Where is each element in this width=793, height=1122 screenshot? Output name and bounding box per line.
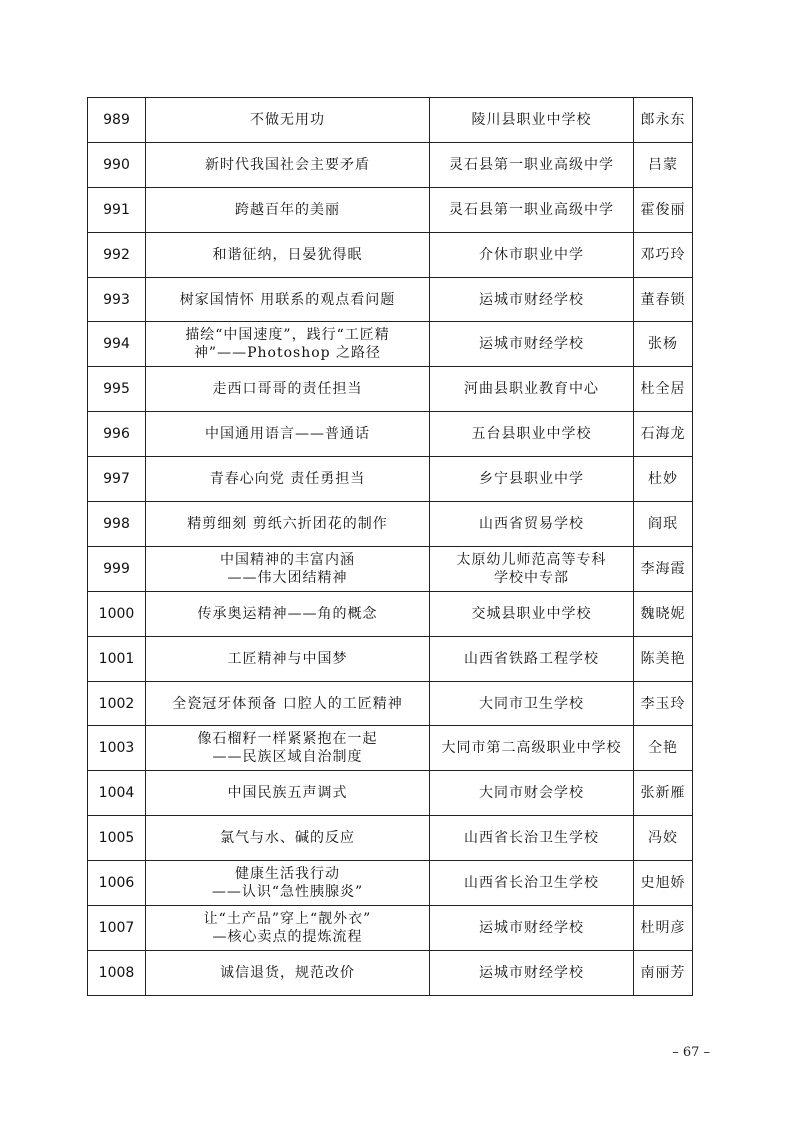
entry-title bbox=[146, 726, 430, 771]
entry-title bbox=[146, 232, 430, 277]
entry-title-line: 中国通用语言——普通话 bbox=[205, 426, 370, 443]
entry-title bbox=[146, 457, 430, 502]
entry-school bbox=[430, 457, 634, 502]
entry-author: 杜明彦 bbox=[634, 906, 693, 951]
entry-title bbox=[146, 277, 430, 322]
entry-title bbox=[146, 412, 430, 457]
entry-title-line: 中国精神的丰富内涵 bbox=[220, 551, 355, 568]
entry-school-line: 山西省铁路工程学校 bbox=[464, 650, 599, 667]
entry-school bbox=[430, 98, 634, 143]
table-row bbox=[88, 681, 693, 726]
entry-school-line: 陵川县职业中学校 bbox=[471, 111, 592, 128]
entry-number: 1006 bbox=[88, 861, 146, 906]
entry-author: 张新雁 bbox=[634, 771, 693, 816]
entry-number: 1003 bbox=[88, 726, 146, 771]
entry-school-line: 介休市职业中学 bbox=[479, 246, 584, 263]
table-row bbox=[88, 322, 693, 367]
entry-author: 阎珉 bbox=[634, 502, 693, 547]
entry-title-line: 像石榴籽一样紧紧抱在一起 bbox=[197, 731, 378, 748]
entry-school bbox=[430, 502, 634, 547]
entry-school bbox=[430, 906, 634, 951]
entry-number: 1000 bbox=[88, 591, 146, 636]
award-list-table bbox=[87, 97, 693, 996]
entry-number: 1005 bbox=[88, 816, 146, 861]
entry-title-line: 树家国情怀 用联系的观点看问题 bbox=[179, 291, 396, 308]
entry-school bbox=[430, 636, 634, 681]
table-row bbox=[88, 636, 693, 681]
entry-school bbox=[430, 142, 634, 187]
entry-title bbox=[146, 636, 430, 681]
entry-title bbox=[146, 950, 430, 995]
entry-author: 李玉玲 bbox=[634, 681, 693, 726]
entry-school bbox=[430, 681, 634, 726]
entry-number: 990 bbox=[88, 142, 146, 187]
entry-title-line: 跨越百年的美丽 bbox=[235, 201, 340, 218]
entry-title-line: 让“土产品”穿上“靓外衣” bbox=[203, 910, 372, 927]
table-row bbox=[88, 726, 693, 771]
entry-author: 李海霞 bbox=[634, 546, 693, 591]
entry-author: 霍俊丽 bbox=[634, 187, 693, 232]
entry-school-line: 运城市财经学校 bbox=[479, 919, 584, 936]
entry-title bbox=[146, 681, 430, 726]
table-row bbox=[88, 412, 693, 457]
entry-school-line: 大同市财会学校 bbox=[479, 785, 584, 802]
entry-title-line: 诚信退货，规范改价 bbox=[220, 964, 355, 981]
entry-school bbox=[430, 950, 634, 995]
table-row bbox=[88, 771, 693, 816]
table-row bbox=[88, 367, 693, 412]
entry-school-line: 山西省长治卫生学校 bbox=[464, 875, 599, 892]
entry-title bbox=[146, 861, 430, 906]
entry-author: 邓巧玲 bbox=[634, 232, 693, 277]
entry-author: 南丽芳 bbox=[634, 950, 693, 995]
entry-author: 史旭娇 bbox=[634, 861, 693, 906]
entry-school-line: 河曲县职业教育中心 bbox=[464, 381, 599, 398]
entry-title-line: 传承奥运精神——角的概念 bbox=[197, 605, 378, 622]
entry-title-line: 健康生活我行动 bbox=[235, 866, 340, 883]
entry-school bbox=[430, 861, 634, 906]
entry-school-line: 灵石县第一职业高级中学 bbox=[449, 156, 614, 173]
entry-author: 张杨 bbox=[634, 322, 693, 367]
entry-school-line: 灵石县第一职业高级中学 bbox=[449, 201, 614, 218]
entry-title-line: 氯气与水、碱的反应 bbox=[220, 830, 355, 847]
entry-title-line: ——认识“急性胰腺炎” bbox=[211, 884, 364, 901]
entry-school-line: 交城县职业中学校 bbox=[471, 605, 592, 622]
entry-school-line: 运城市财经学校 bbox=[479, 964, 584, 981]
table-row bbox=[88, 142, 693, 187]
entry-title bbox=[146, 771, 430, 816]
entry-title-line: ——民族区域自治制度 bbox=[212, 749, 363, 766]
entry-school-line: 五台县职业中学校 bbox=[471, 426, 592, 443]
entry-school-line: 山西省贸易学校 bbox=[479, 515, 584, 532]
entry-school-line: 运城市财经学校 bbox=[479, 291, 584, 308]
entry-school bbox=[430, 726, 634, 771]
entry-title bbox=[146, 816, 430, 861]
entry-title bbox=[146, 187, 430, 232]
entry-school bbox=[430, 187, 634, 232]
entry-title-line: 精剪细刻 剪纸六折团花的制作 bbox=[187, 515, 388, 532]
entry-title-line: 和谐征纳，日晏犹得眠 bbox=[212, 246, 363, 263]
entry-school bbox=[430, 367, 634, 412]
table-row bbox=[88, 861, 693, 906]
entry-title bbox=[146, 502, 430, 547]
table-row bbox=[88, 591, 693, 636]
entry-author: 董春锁 bbox=[634, 277, 693, 322]
entry-title-line: 新时代我国社会主要矛盾 bbox=[205, 156, 370, 173]
entry-number: 999 bbox=[88, 546, 146, 591]
table-row bbox=[88, 98, 693, 143]
table-row bbox=[88, 457, 693, 502]
entry-title bbox=[146, 367, 430, 412]
entry-author: 陈美艳 bbox=[634, 636, 693, 681]
entry-school bbox=[430, 591, 634, 636]
entry-author: 郎永东 bbox=[634, 98, 693, 143]
entry-title bbox=[146, 546, 430, 591]
entry-author: 冯姣 bbox=[634, 816, 693, 861]
entry-school-line: 乡宁县职业中学 bbox=[479, 471, 584, 488]
entry-number: 997 bbox=[88, 457, 146, 502]
table-body bbox=[88, 98, 693, 996]
table-row bbox=[88, 816, 693, 861]
entry-author: 石海龙 bbox=[634, 412, 693, 457]
entry-number: 993 bbox=[88, 277, 146, 322]
entry-number: 1007 bbox=[88, 906, 146, 951]
entry-number: 995 bbox=[88, 367, 146, 412]
entry-number: 994 bbox=[88, 322, 146, 367]
entry-school-line: 大同市第二高级职业中学校 bbox=[441, 740, 622, 757]
entry-title-line: 全瓷冠牙体预备 口腔人的工匠精神 bbox=[172, 695, 403, 712]
entry-school-line: 太原幼儿师范高等专科 bbox=[456, 551, 607, 568]
page-number: – 67 – bbox=[672, 1045, 710, 1060]
table-row bbox=[88, 232, 693, 277]
entry-number: 998 bbox=[88, 502, 146, 547]
table-row bbox=[88, 906, 693, 951]
entry-title bbox=[146, 591, 430, 636]
entry-title bbox=[146, 142, 430, 187]
entry-author: 仝艳 bbox=[634, 726, 693, 771]
entry-author: 杜全居 bbox=[634, 367, 693, 412]
entry-title-line: 不做无用功 bbox=[250, 111, 325, 128]
table-row bbox=[88, 950, 693, 995]
entry-number: 1001 bbox=[88, 636, 146, 681]
entry-title-line: 走西口哥哥的责任担当 bbox=[212, 381, 363, 398]
entry-school bbox=[430, 771, 634, 816]
entry-title-line: 青春心向党 责任勇担当 bbox=[209, 471, 366, 488]
entry-school bbox=[430, 277, 634, 322]
entry-number: 992 bbox=[88, 232, 146, 277]
entry-title-line: 神”——Photoshop 之路径 bbox=[193, 345, 382, 362]
entry-school-line: 大同市卫生学校 bbox=[479, 695, 584, 712]
entry-school-line: 运城市财经学校 bbox=[479, 336, 584, 353]
entry-number: 989 bbox=[88, 98, 146, 143]
entry-title bbox=[146, 322, 430, 367]
entry-title-line: 工匠精神与中国梦 bbox=[227, 650, 348, 667]
entry-title-line: 描绘“中国速度”，践行“工匠精 bbox=[185, 327, 390, 344]
entry-school-line: 学校中专部 bbox=[494, 569, 569, 586]
entry-author: 吕蒙 bbox=[634, 142, 693, 187]
entry-number: 996 bbox=[88, 412, 146, 457]
entry-school bbox=[430, 232, 634, 277]
entry-title-line: 中国民族五声调式 bbox=[227, 785, 348, 802]
entry-school bbox=[430, 816, 634, 861]
entry-number: 991 bbox=[88, 187, 146, 232]
entry-school bbox=[430, 322, 634, 367]
entry-school bbox=[430, 546, 634, 591]
entry-title-line: —核心卖点的提炼流程 bbox=[212, 928, 363, 945]
table-row bbox=[88, 277, 693, 322]
entry-number: 1004 bbox=[88, 771, 146, 816]
table-row bbox=[88, 502, 693, 547]
entry-author: 杜妙 bbox=[634, 457, 693, 502]
entry-school-line: 山西省长治卫生学校 bbox=[464, 830, 599, 847]
entry-title bbox=[146, 98, 430, 143]
table-row bbox=[88, 546, 693, 591]
entry-number: 1008 bbox=[88, 950, 146, 995]
entry-number: 1002 bbox=[88, 681, 146, 726]
table-row bbox=[88, 187, 693, 232]
entry-school bbox=[430, 412, 634, 457]
entry-author: 魏晓妮 bbox=[634, 591, 693, 636]
entry-title-line: ——伟大团结精神 bbox=[227, 569, 348, 586]
entry-title bbox=[146, 906, 430, 951]
